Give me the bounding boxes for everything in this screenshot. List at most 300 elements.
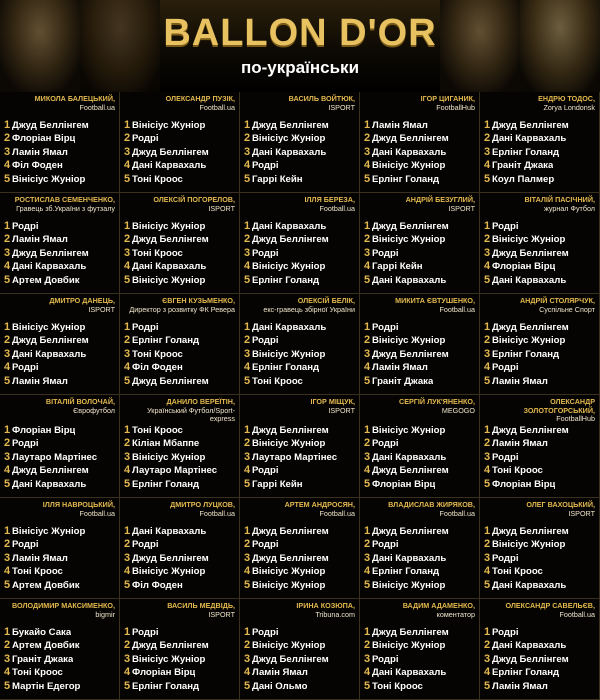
pick-player: Родрі <box>372 653 399 665</box>
pick-row <box>4 626 115 640</box>
pick-rank: 3 <box>244 347 251 360</box>
pick-player: Гаррі Кейн <box>252 173 303 185</box>
pick-player: Родрі <box>492 451 519 463</box>
pick-player: Джуд Беллінгем <box>372 465 449 476</box>
pick-player: Вінісіус Жуніор <box>372 335 446 346</box>
pick-player: Ерлінг Голанд <box>132 680 200 692</box>
author-first-name: ВІТАЛІЙ <box>524 195 554 204</box>
pick-rank: 2 <box>124 538 131 550</box>
pick-player: Артем Довбик <box>12 640 80 651</box>
pick-rank: 4 <box>364 361 371 373</box>
author-last-name: БАЛЕЦЬКИЙ, <box>67 94 115 103</box>
pick-player: Джуд Беллінгем <box>252 653 329 665</box>
pick-rank: 3 <box>364 347 371 360</box>
pick-player: Вінісіус Жуніор <box>132 451 206 463</box>
pick-rank: 5 <box>4 374 11 387</box>
pick-rank: 5 <box>124 477 131 490</box>
pick-rank: 5 <box>244 477 251 490</box>
pick-player: Родрі <box>492 626 519 638</box>
pick-player: Родрі <box>132 539 159 550</box>
pick-row <box>364 451 475 465</box>
pick-rank: 4 <box>4 666 11 678</box>
pick-row <box>4 680 115 694</box>
author-organization: ISPORT <box>568 508 595 518</box>
author-organization: екс-гравець збірної України <box>263 304 355 314</box>
pick-row <box>484 321 595 335</box>
author-last-name: ПОГОРЕЛОВ, <box>187 195 235 204</box>
author-last-name: ЛУК'ЯНЕНКО, <box>427 397 475 406</box>
pick-rank: 4 <box>124 464 131 476</box>
pick-rank: 3 <box>484 450 491 463</box>
pick-rank: 5 <box>4 273 11 286</box>
pick-player: Граніт Джака <box>492 160 554 171</box>
pick-row <box>244 348 355 362</box>
author-organization: ISPORT <box>448 203 475 213</box>
pick-row <box>124 375 235 389</box>
author-first-name: ОЛЕКСІЙ <box>297 296 330 305</box>
pick-row <box>4 247 115 261</box>
author-last-name: САВЕЛЬЄВ, <box>552 601 595 610</box>
pick-player: Джуд Беллінгем <box>372 525 449 537</box>
pick-row <box>484 132 595 146</box>
pick-row <box>124 334 235 348</box>
ballot-picks <box>4 626 115 694</box>
ballot-author <box>484 297 595 317</box>
pick-player: Тоні Кроос <box>252 375 303 387</box>
pick-row <box>244 552 355 566</box>
pick-row <box>364 525 475 539</box>
pick-player: Родрі <box>12 438 39 449</box>
ballot-card <box>240 599 360 700</box>
author-last-name: СЕМЕНЧЕНКО, <box>62 195 115 204</box>
pick-player: Вінісіус Жуніор <box>372 160 446 171</box>
pick-player: Тоні Кроос <box>372 680 423 692</box>
pick-rank: 1 <box>364 118 371 131</box>
pick-row <box>244 653 355 667</box>
author-organization: Tribuna.com <box>315 609 355 619</box>
author-first-name: ІЛЛЯ <box>304 195 322 204</box>
pick-row <box>244 525 355 539</box>
pick-row <box>364 274 475 288</box>
pick-player: Тоні Кроос <box>12 667 63 678</box>
pick-player: Ерлінг Голанд <box>132 478 200 490</box>
pick-player: Дані Карвахаль <box>132 261 207 272</box>
ballot-picks <box>244 626 355 694</box>
pick-player: Родрі <box>132 133 159 144</box>
ballot-picks <box>484 626 595 694</box>
pick-row <box>484 626 595 640</box>
pick-player: Мартін Едегор <box>12 680 81 692</box>
author-last-name: АДАМЕНКО, <box>431 601 475 610</box>
pick-row <box>364 247 475 261</box>
pick-row <box>4 437 115 451</box>
pick-rank: 1 <box>4 118 11 131</box>
pick-player: Дані Карвахаль <box>252 146 327 158</box>
pick-player: Джуд Беллінгем <box>492 119 569 131</box>
pick-row <box>124 565 235 579</box>
pick-row <box>244 334 355 348</box>
pick-player: Вінісіус Жуніор <box>132 566 206 577</box>
pick-row <box>364 132 475 146</box>
ballot-author <box>364 297 475 317</box>
pick-row <box>484 220 595 234</box>
pick-rank: 3 <box>244 246 251 259</box>
pick-player: Дані Карвахаль <box>492 579 567 591</box>
ballot-picks <box>4 525 115 593</box>
pick-rank: 5 <box>244 273 251 286</box>
ballot-author <box>364 196 475 216</box>
pick-player: Лаутаро Мартінес <box>132 465 218 476</box>
pick-player: Вінісіус Жуніор <box>132 220 206 232</box>
pick-row <box>244 437 355 451</box>
author-organization: Директор з розвитку ФК Ревера <box>129 304 235 314</box>
player-photo-left-2 <box>80 0 160 92</box>
pick-row <box>484 119 595 133</box>
pick-row <box>4 478 115 492</box>
ballot-picks <box>244 525 355 593</box>
pick-rank: 1 <box>4 423 11 436</box>
pick-player: Вінісіус Жуніор <box>372 424 446 436</box>
author-organization: Єврофутбол <box>73 405 115 415</box>
author-first-name: ВАСИЛЬ <box>167 601 198 610</box>
ballot-author <box>4 398 115 418</box>
pick-rank: 5 <box>4 679 11 692</box>
pick-rank: 3 <box>4 652 11 665</box>
pick-player: Родрі <box>372 438 399 449</box>
pick-player: Джуд Беллінгем <box>492 247 569 259</box>
author-organization: ISPORT <box>328 102 355 112</box>
pick-player: Флоріан Вірц <box>12 133 76 144</box>
pick-player: Джуд Беллінгем <box>252 234 329 245</box>
pick-player: Дані Карвахаль <box>132 525 207 537</box>
pick-rank: 2 <box>124 233 131 245</box>
pick-row <box>124 639 235 653</box>
ballot-card <box>0 92 120 193</box>
author-first-name: ОЛЕКСАНДР <box>165 94 211 103</box>
pick-rank: 5 <box>244 172 251 185</box>
author-last-name: ЦИГАНИК, <box>439 94 475 103</box>
pick-player: Дані Карвахаль <box>372 552 447 564</box>
pick-row <box>124 119 235 133</box>
pick-row <box>4 119 115 133</box>
pick-rank: 3 <box>484 246 491 259</box>
ballot-picks <box>484 424 595 492</box>
pick-player: Джуд Беллінгем <box>12 465 89 476</box>
ballot-card <box>480 498 600 599</box>
ballot-card <box>0 498 120 599</box>
pick-row <box>124 233 235 247</box>
pick-player: Джуд Беллінгем <box>492 525 569 537</box>
author-organization: MEGOGO <box>441 405 475 415</box>
pick-rank: 3 <box>484 652 491 665</box>
author-last-name: МАКСИМЕНКО, <box>61 601 115 610</box>
pick-player: Дані Карвахаль <box>372 667 447 678</box>
ballot-picks <box>364 525 475 593</box>
pick-player: Артем Довбик <box>12 274 80 286</box>
pick-rank: 5 <box>364 578 371 591</box>
pick-rank: 5 <box>364 374 371 387</box>
author-first-name: МИКИТА <box>395 296 425 305</box>
ballot-card <box>120 92 240 193</box>
author-first-name: ВІТАЛІЙ <box>45 397 75 406</box>
pick-rank: 1 <box>4 320 11 333</box>
author-first-name: ВЛАДИСЛАВ <box>388 500 435 509</box>
ballot-author <box>484 95 595 115</box>
pick-rank: 5 <box>124 273 131 286</box>
ballot-picks <box>4 119 115 187</box>
pick-rank: 1 <box>124 625 131 638</box>
ballot-author <box>484 398 595 424</box>
pick-rank: 1 <box>364 219 371 232</box>
pick-player: Тоні Кроос <box>492 566 543 577</box>
pick-player: Гаррі Кейн <box>372 261 423 272</box>
pick-player: Вінісіус Жуніор <box>492 234 566 245</box>
pick-row <box>4 451 115 465</box>
pick-row <box>484 424 595 438</box>
author-last-name: ЄВТУШЕНКО, <box>426 296 475 305</box>
ballot-card <box>240 294 360 395</box>
pick-player: Дані Карвахаль <box>492 133 567 144</box>
pick-rank: 4 <box>484 666 491 678</box>
pick-player: Філ Фоден <box>132 579 183 591</box>
ballot-picks <box>484 220 595 288</box>
pick-rank: 1 <box>244 118 251 131</box>
pick-rank: 2 <box>364 334 371 346</box>
pick-row <box>4 173 115 187</box>
pick-player: Джуд Беллінгем <box>132 552 209 564</box>
author-last-name: ЗОЛОТОГОРСЬКИЙ, <box>523 405 595 415</box>
pick-row <box>124 666 235 680</box>
pick-row <box>244 464 355 478</box>
pick-rank: 1 <box>364 524 371 537</box>
pick-rank: 2 <box>484 334 491 346</box>
ballot-picks <box>124 119 235 187</box>
pick-row <box>124 464 235 478</box>
pick-rank: 1 <box>364 320 371 333</box>
player-photo-right-1 <box>440 0 520 92</box>
pick-player: Тоні Кроос <box>12 566 63 577</box>
pick-row <box>484 437 595 451</box>
pick-row <box>484 260 595 274</box>
pick-row <box>364 565 475 579</box>
pick-row <box>244 424 355 438</box>
pick-row <box>484 146 595 160</box>
pick-rank: 4 <box>4 260 11 272</box>
ballot-card <box>240 92 360 193</box>
pick-row <box>364 361 475 375</box>
pick-player: Вінісіус Жуніор <box>12 321 86 333</box>
pick-rank: 4 <box>124 666 131 678</box>
pick-row <box>124 348 235 362</box>
pick-rank: 4 <box>4 159 11 171</box>
pick-row <box>484 666 595 680</box>
pick-row <box>484 334 595 348</box>
pick-player: Дані Ольмо <box>252 680 308 692</box>
pick-player: Родрі <box>12 539 39 550</box>
pick-rank: 5 <box>4 477 11 490</box>
pick-player: Дані Карвахаль <box>372 274 447 286</box>
pick-player: Граніт Джака <box>12 653 74 665</box>
pick-rank: 3 <box>244 145 251 158</box>
pick-player: Джуд Беллінгем <box>372 220 449 232</box>
pick-rank: 5 <box>364 477 371 490</box>
pick-rank: 1 <box>484 524 491 537</box>
ballot-author <box>364 602 475 622</box>
pick-rank: 1 <box>124 219 131 232</box>
pick-row <box>4 274 115 288</box>
pick-row <box>4 375 115 389</box>
pick-rank: 5 <box>244 374 251 387</box>
ballot-card <box>120 294 240 395</box>
pick-row <box>244 451 355 465</box>
pick-player: Ерлінг Голанд <box>492 667 560 678</box>
author-organization: ISPORT <box>88 304 115 314</box>
pick-player: Дані Карвахаль <box>12 348 87 360</box>
pick-rank: 5 <box>364 679 371 692</box>
pick-rank: 5 <box>4 172 11 185</box>
author-first-name: ВОЛОДИМИР <box>12 601 60 610</box>
pick-row <box>124 321 235 335</box>
pick-rank: 4 <box>244 666 251 678</box>
pick-row <box>364 348 475 362</box>
pick-rank: 1 <box>4 625 11 638</box>
pick-rank: 3 <box>124 551 131 564</box>
pick-row <box>244 260 355 274</box>
pick-row <box>124 247 235 261</box>
pick-player: Вінісіус Жуніор <box>252 348 326 360</box>
pick-row <box>124 653 235 667</box>
pick-row <box>4 464 115 478</box>
pick-player: Вінісіус Жуніор <box>492 335 566 346</box>
pick-row <box>4 579 115 593</box>
pick-rank: 3 <box>244 450 251 463</box>
pick-rank: 1 <box>484 423 491 436</box>
pick-rank: 3 <box>124 246 131 259</box>
ballot-card <box>240 498 360 599</box>
pick-row <box>4 666 115 680</box>
pick-row <box>364 321 475 335</box>
pick-row <box>124 159 235 173</box>
pick-rank: 3 <box>4 145 11 158</box>
pick-player: Дані Карвахаль <box>372 146 447 158</box>
pick-player: Флоріан Вірц <box>492 478 556 490</box>
pick-player: Ерлінг Голанд <box>492 146 560 158</box>
pick-rank: 1 <box>124 320 131 333</box>
pick-player: Кіліан Мбаппе <box>132 438 200 449</box>
pick-rank: 4 <box>4 464 11 476</box>
ballot-picks <box>124 424 235 492</box>
pick-rank: 3 <box>4 551 11 564</box>
author-first-name: АРТЕМ <box>284 500 310 509</box>
pick-player: Дані Карвахаль <box>252 220 327 232</box>
pick-rank: 2 <box>244 437 251 449</box>
pick-row <box>124 361 235 375</box>
pick-row <box>4 639 115 653</box>
pick-player: Філ Фоден <box>12 160 63 171</box>
pick-player: Ламін Ямал <box>12 552 68 564</box>
pick-row <box>124 132 235 146</box>
pick-rank: 5 <box>124 679 131 692</box>
pick-rank: 3 <box>4 246 11 259</box>
pick-player: Родрі <box>252 626 279 638</box>
pick-row <box>364 437 475 451</box>
pick-player: Ерлінг Голанд <box>372 566 440 577</box>
ballot-picks <box>484 525 595 593</box>
pick-row <box>244 361 355 375</box>
pick-rank: 4 <box>4 565 11 577</box>
author-last-name: АНДРОСЯН, <box>311 500 355 509</box>
ballot-card <box>120 193 240 294</box>
pick-rank: 4 <box>484 361 491 373</box>
ballot-picks <box>244 321 355 389</box>
pick-rank: 3 <box>244 652 251 665</box>
pick-player: Вінісіус Жуніор <box>252 438 326 449</box>
author-organization: Zorya Londonsk <box>543 102 595 112</box>
pick-player: Вінісіус Жуніор <box>132 653 206 665</box>
pick-row <box>124 626 235 640</box>
page-subtitle: по-українськи <box>240 58 360 77</box>
author-last-name: КОЗЮПА, <box>320 601 355 610</box>
pick-player: Родрі <box>252 335 279 346</box>
pick-row <box>364 579 475 593</box>
pick-row <box>4 159 115 173</box>
pick-rank: 4 <box>484 260 491 272</box>
pick-player: Родрі <box>492 362 519 373</box>
pick-player: Джуд Беллінгем <box>132 234 209 245</box>
author-first-name: ІГОР <box>420 94 438 103</box>
pick-rank: 4 <box>484 565 491 577</box>
pick-row <box>4 220 115 234</box>
pick-row <box>364 146 475 160</box>
author-last-name: ВЕРЕЇТІН, <box>199 397 235 406</box>
pick-row <box>364 424 475 438</box>
header-banner <box>0 0 600 92</box>
ballot-author <box>244 95 355 115</box>
author-organization: Football.ua <box>199 102 235 112</box>
pick-rank: 3 <box>364 145 371 158</box>
pick-row <box>244 375 355 389</box>
pick-row <box>484 478 595 492</box>
pick-rank: 2 <box>4 538 11 550</box>
pick-rank: 3 <box>484 347 491 360</box>
pick-row <box>124 437 235 451</box>
ballot-author <box>364 501 475 521</box>
pick-player: Флоріан Вірц <box>372 478 436 490</box>
author-first-name: АНДРІЙ <box>405 195 434 204</box>
pick-row <box>484 464 595 478</box>
pick-rank: 1 <box>244 219 251 232</box>
pick-row <box>124 538 235 552</box>
ballot-picks <box>364 220 475 288</box>
pick-player: Ерлінг Голанд <box>492 348 560 360</box>
pick-row <box>244 666 355 680</box>
ballot-picks <box>364 626 475 694</box>
pick-rank: 1 <box>244 320 251 333</box>
pick-row <box>244 478 355 492</box>
author-organization: Суспільне Спорт <box>539 304 595 314</box>
pick-row <box>244 639 355 653</box>
pick-rank: 3 <box>364 246 371 259</box>
ballot-picks <box>4 220 115 288</box>
pick-row <box>364 626 475 640</box>
pick-rank: 1 <box>364 423 371 436</box>
pick-rank: 3 <box>124 347 131 360</box>
ballot-author <box>4 196 115 216</box>
ballot-card <box>360 92 480 193</box>
ballot-picks <box>364 321 475 389</box>
pick-row <box>364 464 475 478</box>
pick-rank: 4 <box>364 260 371 272</box>
